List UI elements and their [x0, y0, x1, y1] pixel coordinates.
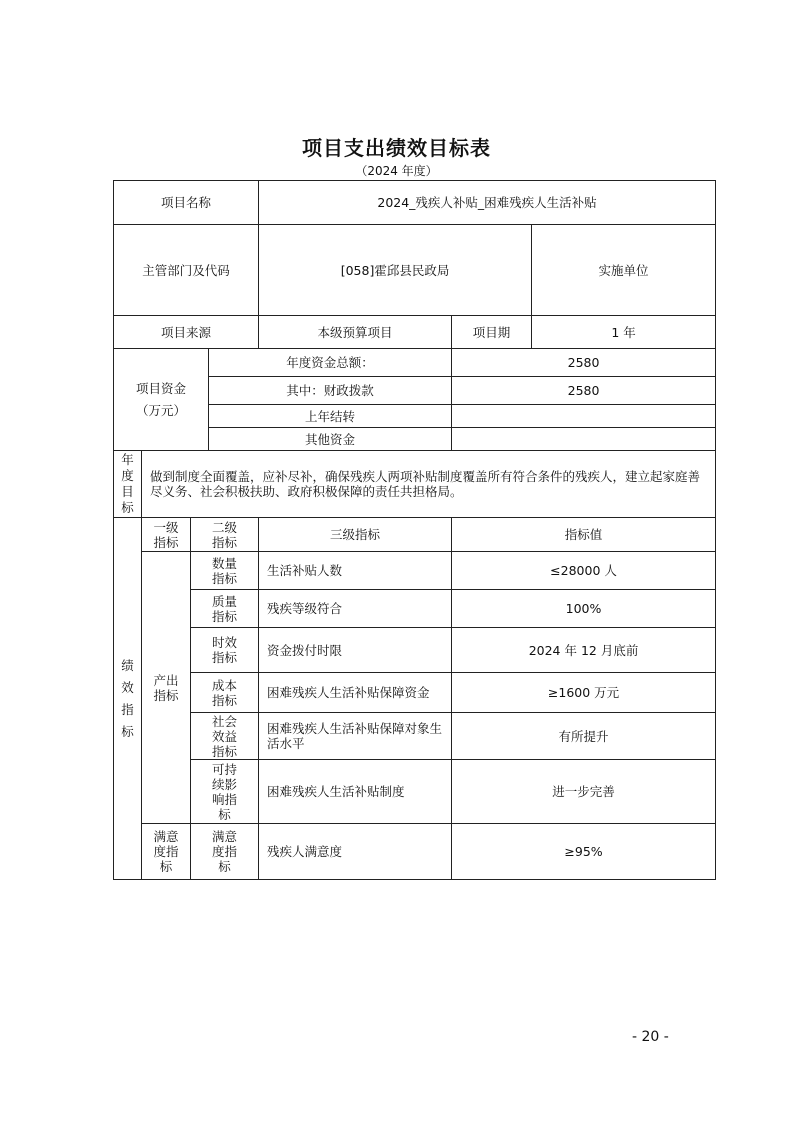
- period-label: 项目期: [452, 316, 532, 349]
- level3-cell: 困难残疾人生活补贴保障对象生活水平: [259, 713, 452, 760]
- level2-cell: 社会效益指标: [191, 713, 259, 760]
- page-subtitle: （2024 年度）: [355, 164, 438, 178]
- level2-cell: 满意度指标: [191, 824, 259, 880]
- goal-label: 年度目标: [114, 451, 142, 518]
- funds-label-carryover: 上年结转: [209, 405, 452, 428]
- funds-value-other: [452, 428, 716, 451]
- level2-cell: 成本指标: [191, 673, 259, 713]
- funds-value-carryover: [452, 405, 716, 428]
- impl-unit-label: 实施单位: [532, 225, 716, 316]
- period-value: 1 年: [532, 316, 716, 349]
- value-cell: ≥1600 万元: [452, 673, 716, 713]
- header-level2: 二级指标: [191, 518, 259, 552]
- header-level3: 三级指标: [259, 518, 452, 552]
- value-cell: 有所提升: [452, 713, 716, 760]
- funds-value-fiscal: 2580: [452, 377, 716, 405]
- level2-cell: 可持续影响指标: [191, 760, 259, 824]
- level3-cell: 生活补贴人数: [259, 552, 452, 590]
- dept-label: 主管部门及代码: [114, 225, 259, 316]
- level3-cell: 资金拨付时限: [259, 628, 452, 673]
- level3-cell: 困难残疾人生活补贴保障资金: [259, 673, 452, 713]
- satisfaction-label: 满意度指标: [142, 824, 191, 880]
- value-cell: 100%: [452, 590, 716, 628]
- value-cell: ≥95%: [452, 824, 716, 880]
- funds-label-fiscal: 其中：财政拨款: [209, 377, 452, 405]
- level2-cell: 时效指标: [191, 628, 259, 673]
- header-value: 指标值: [452, 518, 716, 552]
- project-name-label: 项目名称: [114, 181, 259, 225]
- indicators-label: 绩效指标: [114, 518, 142, 880]
- funds-label-other: 其他资金: [209, 428, 452, 451]
- funds-value-total: 2580: [452, 349, 716, 377]
- dept-value: [058]霍邱县民政局: [259, 225, 532, 316]
- goal-text: 做到制度全面覆盖，应补尽补，确保残疾人两项补贴制度覆盖所有符合条件的残疾人，建立起家庭善尽义务、社会积极扶助、政府积极保障的责任共担格局。: [142, 451, 716, 518]
- funds-label-total: 年度资金总额：: [209, 349, 452, 377]
- output-label: 产出指标: [142, 552, 191, 824]
- level3-cell: 残疾人满意度: [259, 824, 452, 880]
- value-cell: 2024 年 12 月底前: [452, 628, 716, 673]
- header-level1: 一级指标: [142, 518, 191, 552]
- source-value: 本级预算项目: [259, 316, 452, 349]
- page-number: - 20 -: [632, 1029, 669, 1045]
- value-cell: 进一步完善: [452, 760, 716, 824]
- source-label: 项目来源: [114, 316, 259, 349]
- level3-cell: 困难残疾人生活补贴制度: [259, 760, 452, 824]
- performance-target-table: [113, 180, 716, 880]
- project-name-value: 2024_残疾人补贴_困难残疾人生活补贴: [259, 181, 716, 225]
- level3-cell: 残疾等级符合: [259, 590, 452, 628]
- level2-cell: 质量指标: [191, 590, 259, 628]
- level2-cell: 数量指标: [191, 552, 259, 590]
- value-cell: ≤28000 人: [452, 552, 716, 590]
- funds-label: 项目资金（万元）: [114, 349, 209, 451]
- page-title: 项目支出绩效目标表: [302, 136, 491, 160]
